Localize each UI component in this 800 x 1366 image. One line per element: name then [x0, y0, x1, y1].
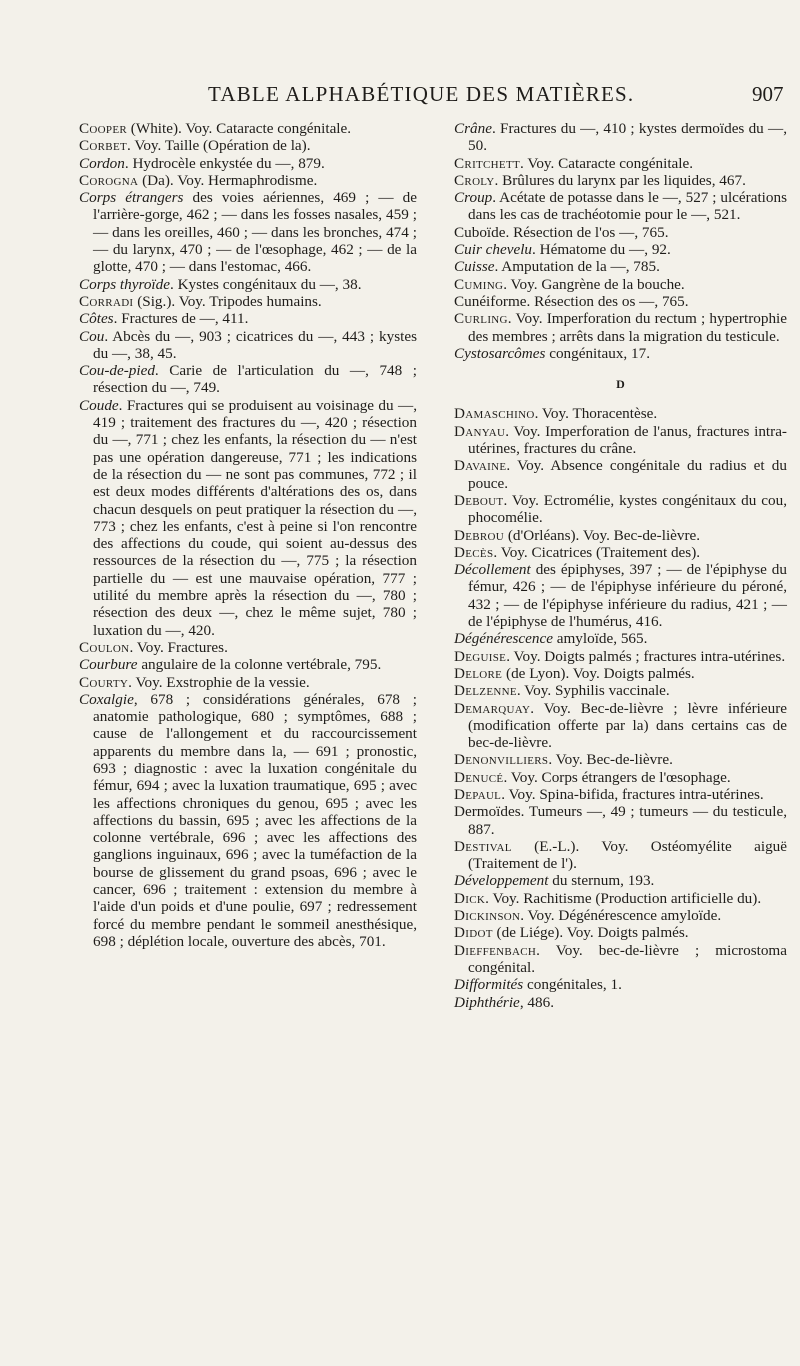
entry-text: . Voy. Exstrophie de la vessie.	[128, 673, 310, 691]
entry-text: . Carie de l'articulation du —, 748 ; résection du —, 749.	[93, 362, 417, 397]
entry-text: amyloïde, 565.	[552, 630, 648, 648]
entry-text: (d'Orléans). Voy. Bec-de-lièvre.	[504, 526, 701, 544]
entry-heading: Cou-de-pied	[79, 362, 155, 380]
entry-text: . Voy. Gangrène de la bouche.	[503, 275, 685, 293]
entry-heading: Coude	[79, 396, 119, 414]
index-entry	[79, 120, 417, 137]
entry-heading: Cuir chevelu	[454, 241, 533, 259]
entry-text: . Voy. Bec-de-lièvre.	[548, 751, 673, 769]
entry-text: , 678 ; considérations générales, 678 ; anatomie pathologique, 680 ; symptômes, 688 ; cause de l'allongement et du raccourcissement apparents du membre dans la, — 691 ; pronostic, 693 ; diagnostic : avec la luxation congénitale du fémur, 694 ; avec la luxation traumatique, 695 ; avec les affections chroniques du genou, 695 ; avec les affections du bassin, 695 ; avec les affections de la colonne vertébrale, 696 ; avec les affections des ganglions inguinaux, 696 ; avec la tuméfaction de la bourse de glissement du grand psoas, 696 ; avec le cancer, 696 ; traitement : extension du membre à l'aide d'un poids et d'une poulie, 697 ; redressement forcé du membre pendant le sommeil anesthésique, 698 ; déplétion locale, ouverture des abcès, 701.	[93, 690, 417, 950]
index-entry	[79, 674, 417, 691]
entry-text: . Voy. Thoracentèse.	[534, 405, 658, 423]
entry-heading: Didot	[454, 924, 493, 942]
index-entry	[454, 665, 787, 682]
index-entry	[79, 328, 417, 363]
index-entry	[454, 492, 787, 527]
entry-text: . Voy. Taille (Opération de la).	[127, 137, 311, 155]
entry-heading: Denucé	[454, 768, 504, 786]
index-entry	[454, 976, 787, 993]
entry-heading: Deguise	[454, 647, 507, 665]
entry-text: . Kystes congénitaux du —, 38.	[169, 275, 362, 293]
entry-heading: Croly	[454, 171, 495, 189]
entry-text: . Voy. Bec-de-lièvre ; lèvre inférieure (modification offerte par la) dans certains cas de bec-de-lièvre.	[468, 699, 787, 752]
left-column	[79, 120, 417, 950]
index-entry	[454, 527, 787, 544]
entry-text: . Voy. Imperforation de l'anus, fractures intra-utérines, fractures du crâne.	[468, 422, 787, 458]
entry-heading: Corps thyroïde	[79, 275, 170, 293]
index-entry	[79, 362, 417, 397]
entry-heading: Cuming	[454, 275, 504, 293]
entry-heading: Diphthérie	[454, 993, 520, 1011]
index-entry	[79, 172, 417, 189]
entry-heading: Cuisse	[454, 258, 495, 276]
entry-text: . Fractures du —, 410 ; kystes dermoïdes du —, 50.	[468, 120, 787, 155]
index-entry	[454, 120, 787, 155]
entry-heading: Denonvilliers	[454, 751, 549, 769]
index-entry	[454, 803, 787, 838]
entry-text: . Voy. Cataracte congénitale.	[520, 154, 694, 172]
entry-heading: Cooper	[79, 120, 127, 137]
index-entry	[79, 397, 417, 639]
entry-heading: Debout	[454, 491, 504, 509]
entry-heading: Cystosarcômes	[454, 344, 546, 362]
index-entry	[454, 924, 787, 941]
index-entry	[454, 872, 787, 889]
entry-text: des voies aériennes, 469 ; — de l'arrière-gorge, 462 ; — dans les fosses nasales, 459 ; — dans les oreilles, 460 ; — dans les bronches, 474 ; — du larynx, 470 ; — de l'œsophage, 462 ; — de la glotte, 470 ; — dans l'estomac, 466.	[93, 189, 417, 276]
entry-text: . Fractures de —, 411.	[113, 310, 249, 328]
entry-text: . Abcès du —, 903 ; cicatrices du —, 443 ; kystes du —, 38, 45.	[93, 327, 417, 362]
index-entry	[79, 189, 417, 275]
index-entry	[454, 786, 787, 803]
entry-text: . Acétate de potasse dans le —, 527 ; ulcérations dans les cas de trachéotomie pour le —, 521.	[468, 189, 787, 224]
index-entry	[454, 405, 787, 422]
index-entry	[454, 994, 787, 1011]
entry-text: . Voy. Fractures.	[129, 638, 228, 656]
entry-text: . Voy. Doigts palmés ; fractures intra-utérines.	[506, 647, 786, 665]
entry-heading: Coulon	[79, 638, 130, 656]
entry-heading: Dick	[454, 889, 486, 907]
entry-text: . Voy. Cicatrices (Traitement des).	[493, 543, 701, 561]
entry-heading: Debrou	[454, 526, 505, 544]
entry-text: . Brûlures du larynx par les liquides, 467.	[494, 171, 746, 189]
entry-text: (Da). Voy. Hermaphrodisme.	[138, 171, 318, 189]
page-title: TABLE ALPHABÉTIQUE DES MATIÈRES.	[208, 82, 635, 106]
entry-text: . Voy. Absence congénitale du radius et du pouce.	[468, 457, 787, 492]
entry-heading: Delore	[454, 664, 503, 682]
index-entry	[79, 137, 417, 154]
entry-heading: Développement	[454, 872, 549, 890]
index-entry	[454, 224, 787, 241]
entry-heading: Dickinson	[454, 907, 521, 925]
entry-heading: Depaul	[454, 785, 502, 803]
entry-text: . Voy. Rachitisme (Production artificielle du).	[485, 889, 762, 907]
index-entry	[454, 241, 787, 258]
index-entry	[454, 310, 787, 345]
index-entry	[454, 769, 787, 786]
index-entry	[454, 942, 787, 977]
section-letter: D	[616, 377, 625, 392]
index-entry	[454, 276, 787, 293]
entry-text: (Sig.). Voy. Tripodes humains.	[133, 292, 322, 310]
entry-heading: Corbet	[79, 137, 127, 155]
entry-text: . Amputation de la —, 785.	[494, 258, 660, 276]
entry-heading: Decès	[454, 543, 494, 561]
index-entry	[454, 838, 787, 873]
entry-text: (de Liége). Voy. Doigts palmés.	[492, 924, 689, 942]
index-entry	[79, 691, 417, 950]
index-entry	[454, 172, 787, 189]
entry-text: . Voy. Ectromélie, kystes congénitaux du cou, phocomélie.	[468, 491, 787, 527]
entry-heading: Cou	[79, 327, 105, 345]
entry-text: . Voy. Spina-bifida, fractures intra-utérines.	[501, 785, 764, 803]
entry-heading: Cordon	[79, 154, 125, 172]
entry-text: . Résection de l'os —, 765.	[505, 223, 669, 241]
index-entry	[79, 276, 417, 293]
index-entry	[454, 189, 787, 224]
entry-heading: Cunéiforme	[454, 292, 527, 310]
index-entry	[454, 345, 787, 362]
entry-heading: Décollement	[454, 561, 531, 579]
index-entry	[454, 155, 787, 172]
entry-heading: Demarquay	[454, 699, 531, 717]
entry-heading: Corps étrangers	[79, 189, 184, 207]
index-entry	[454, 751, 787, 768]
index-entry	[454, 561, 787, 630]
entry-heading: Critchett	[454, 154, 520, 172]
entry-heading: Delzenne	[454, 682, 517, 700]
entry-heading: Corogna	[79, 171, 139, 189]
index-entry	[79, 293, 417, 310]
index-entry	[454, 457, 787, 492]
index-entry	[454, 423, 787, 458]
entry-text: du sternum, 193.	[548, 872, 655, 890]
entry-heading: Cuboïde	[454, 223, 506, 241]
entry-text: (E.-L.). Voy. Ostéomyélite aiguë (Traitement de l').	[468, 837, 787, 873]
index-entry	[79, 639, 417, 656]
index-entry	[454, 648, 787, 665]
entry-text: des épiphyses, 397 ; — de l'épiphyse du fémur, 426 ; — de l'épiphyse inférieure du péroné, 432 ; — de l'épiphyse inférieure du radius, 421 ; — de l'épiphyse de l'humérus, 416.	[468, 561, 787, 631]
entry-text: congénitaux, 17.	[545, 344, 651, 362]
entry-text: . Voy. Dégénérescence amyloïde.	[520, 907, 722, 925]
index-entry	[454, 700, 787, 752]
index-entry	[454, 682, 787, 699]
entry-heading: Davaine	[454, 457, 507, 475]
index-entry	[79, 155, 417, 172]
entry-text: . Résection des os —, 765.	[526, 292, 689, 310]
entry-heading: Courbure	[79, 656, 138, 674]
entry-text: . Hydrocèle enkystée du —, 879.	[124, 154, 325, 172]
entry-text: , 486.	[519, 993, 554, 1011]
entry-heading: Dégénérescence	[454, 630, 553, 648]
page-header	[0, 82, 800, 110]
entry-heading: Courty	[79, 673, 129, 691]
entry-heading: Crâne	[454, 120, 492, 137]
entry-heading: Curling	[454, 310, 508, 328]
index-entry	[454, 293, 787, 310]
entry-text: . Voy. Syphilis vaccinale.	[516, 682, 670, 700]
index-entry	[454, 890, 787, 907]
index-entry	[79, 656, 417, 673]
right-column-c-entries	[454, 120, 787, 362]
right-column-d-entries	[454, 405, 787, 1010]
index-entry	[454, 630, 787, 647]
entry-text: . Voy. Corps étrangers de l'œsophage.	[503, 768, 731, 786]
entry-text: . Voy. Imperforation du rectum ; hypertrophie des membres ; arrêts dans la migration du testicule.	[468, 310, 787, 345]
entry-text: angulaire de la colonne vertébrale, 795.	[137, 656, 382, 674]
entry-text: . Tumeurs —, 49 ; tumeurs — du testicule, 887.	[468, 803, 787, 838]
index-entry	[79, 310, 417, 327]
entry-text: . Fractures qui se produisent au voisinage du —, 419 ; traitement des fractures du —, 420 ; résection du —, 771 ; chez les enfants, la résection du — n'est pas une opération dangereuse, 771 ; les indications de la résection du — ne sont pas communes, 772 ; il est deux modes différents d'altérations des os, dans chacun desquels on peut pratiquer la résection du —, 773 ; chez les enfants, c'est à peine si l'on rencontre des affections du coude, qui soient au-dessus des ressources de la résection du —, 775 ; la résection partielle du — est une mauvaise opération, 777 ; utilité du membre après la résection du —, 780 ; résection des deux —, chez le même sujet, 780 ; luxation du —, 420.	[93, 396, 417, 639]
entry-heading: Corradi	[79, 292, 134, 310]
index-entry	[454, 907, 787, 924]
right-column	[454, 120, 787, 1011]
entry-heading: Dieffenbach	[454, 941, 537, 959]
entry-heading: Coxalgie	[79, 690, 134, 708]
page-number: 907	[752, 82, 784, 106]
index-entry	[454, 544, 787, 561]
entry-heading: Danyau	[454, 422, 506, 440]
entry-text: congénitales, 1.	[523, 976, 622, 994]
entry-text: . Hématome du —, 92.	[532, 241, 671, 259]
entry-heading: Dermoïdes	[454, 803, 521, 821]
entry-text: (de Lyon). Voy. Doigts palmés.	[502, 664, 695, 682]
entry-text: (White). Voy. Cataracte congénitale.	[127, 120, 352, 137]
entry-heading: Difformités	[454, 976, 524, 994]
entry-heading: Croup	[454, 189, 493, 207]
entry-heading: Damaschino	[454, 405, 535, 423]
entry-heading: Côtes	[79, 310, 114, 328]
index-entry	[454, 258, 787, 275]
entry-text: . Voy. bec-de-lièvre ; microstoma congénital.	[468, 941, 787, 976]
entry-heading: Destival	[454, 837, 512, 855]
